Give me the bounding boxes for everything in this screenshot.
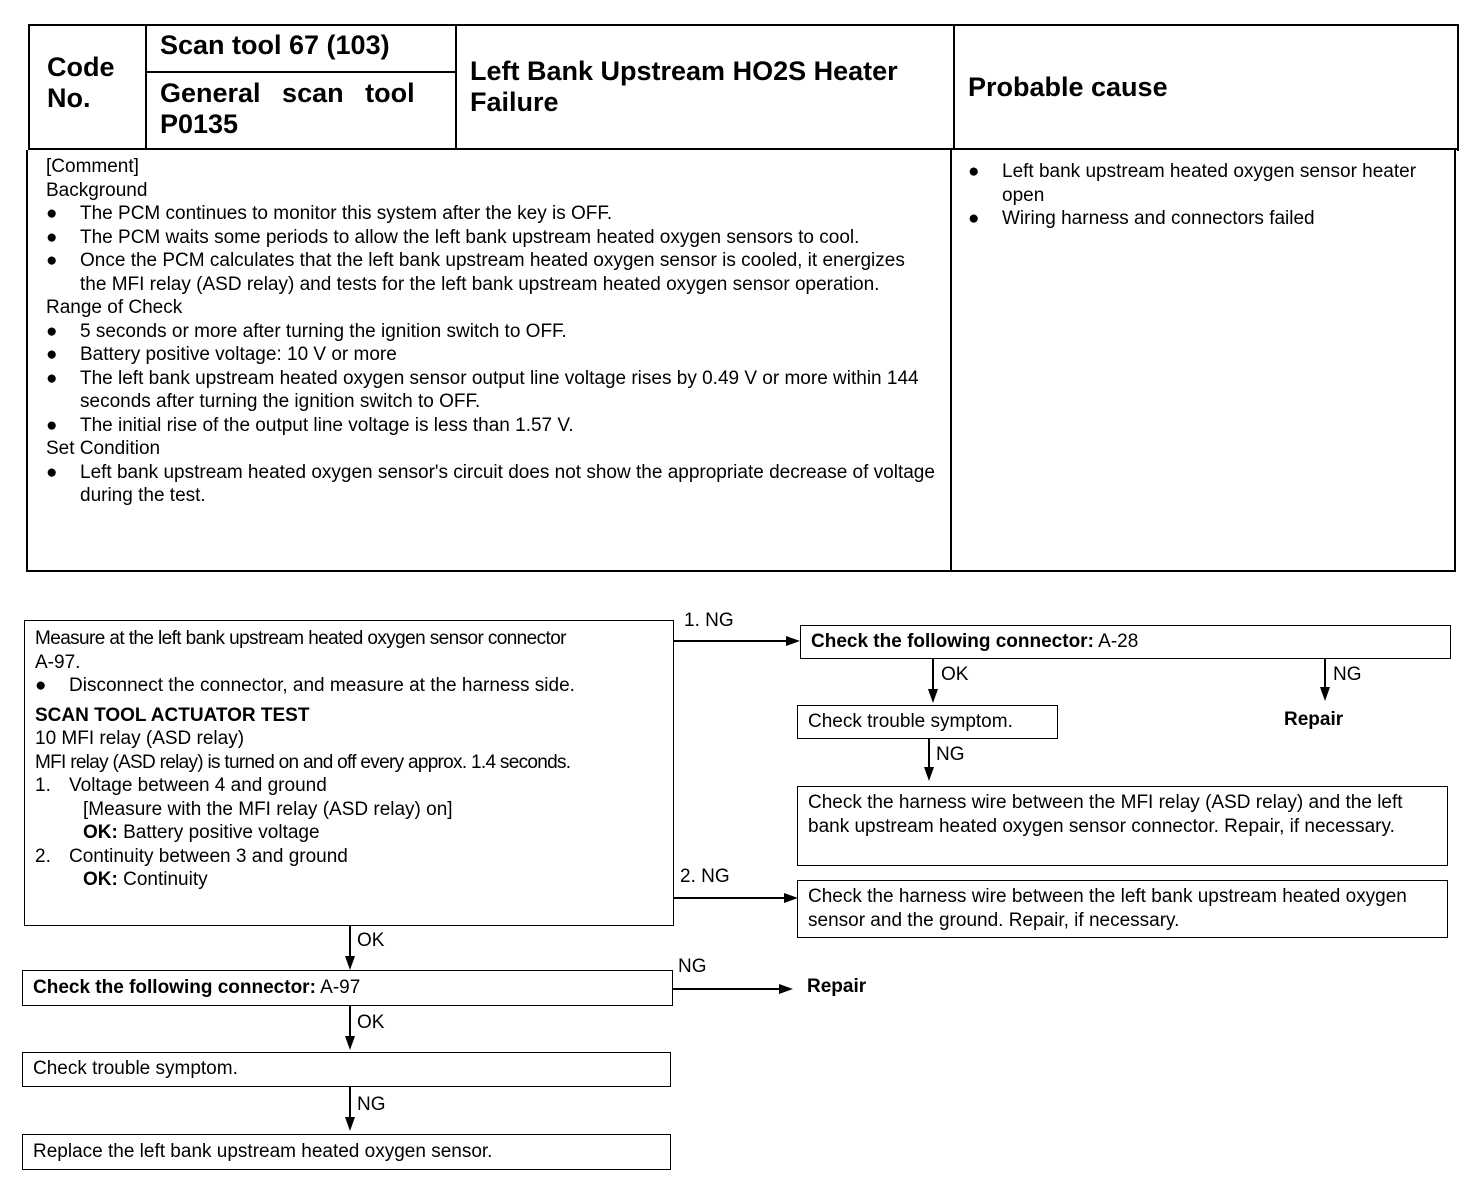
bullet-icon: ● [968, 161, 980, 182]
dtc-title: Left Bank Upstream HO2S Heater Failure [470, 56, 898, 117]
ng1-arrow-line [674, 640, 786, 642]
arrow-down-icon [345, 1036, 355, 1050]
arrow-down-icon [928, 689, 938, 703]
cause-item-1: ● Left bank upstream heated oxygen sensor heater open [968, 161, 1417, 206]
probable-cause-list [968, 160, 1438, 231]
a28-ok-label: OK [941, 664, 969, 685]
measure-box [24, 620, 674, 926]
repair-label-1: Repair [1284, 709, 1344, 730]
probable-cause-heading: Probable cause [968, 72, 1168, 102]
arrow-right-icon [779, 984, 793, 994]
arrow-right-icon [784, 893, 798, 903]
arrow-down-icon [345, 956, 355, 970]
table-border-top [28, 24, 1459, 26]
symptom-ng-label: NG [936, 744, 965, 765]
symptom-ng-line [928, 739, 930, 767]
code-no-label: Code No. [47, 52, 115, 113]
bullet-icon: ● [46, 414, 58, 436]
bullet-icon: ● [46, 367, 58, 389]
check-harness-mfi-box: Check the harness wire between the MFI relay (ASD relay) and the left bank upstream heated oxygen sensor connector. Repair, if necessary. [797, 786, 1448, 866]
col-divider-3 [953, 24, 955, 150]
arrow-right-icon [786, 636, 800, 646]
bullet-icon: ● [968, 208, 980, 229]
step-1-note: [Measure with the MFI relay (ASD relay) on] [83, 798, 453, 820]
check-connector-a28-box: Check the following connector: A-28 [800, 625, 1451, 659]
symptom-left-ng-line [349, 1087, 351, 1119]
check-harness-ground-box: Check the harness wire between the left bank upstream heated oxygen sensor and the ground. Repair, if necessary. [797, 880, 1448, 938]
background-item-3: ● Once the PCM calculates that the left bank upstream heated oxygen sensor is cooled, it energizes the MFI relay (ASD relay) and tests for the left bank upstream heated oxygen sensor operation. [46, 250, 905, 295]
background-item-1: ● The PCM continues to monitor this system after the key is OFF. [46, 203, 613, 224]
step-1: 1. Voltage between 4 and ground [35, 775, 327, 796]
col-divider-1 [145, 24, 147, 150]
cause-item-2: ● Wiring harness and connectors failed [968, 208, 1315, 229]
measure-line-1: Measure at the left bank upstream heated oxygen sensor connector [35, 628, 566, 649]
bullet-icon: ● [46, 226, 58, 248]
actuator-test-heading: SCAN TOOL ACTUATOR TEST [35, 704, 310, 726]
measure-ok-label: OK [357, 930, 385, 951]
symptom-left-ng-label: NG [357, 1094, 386, 1115]
arrow-down-icon [924, 767, 934, 781]
replace-sensor-box: Replace the left bank upstream heated oxygen sensor. [22, 1134, 671, 1170]
a28-ng-label: NG [1333, 664, 1362, 685]
bullet-icon: ● [46, 461, 58, 483]
body-col-divider [950, 150, 952, 572]
ng2-arrow-line [674, 897, 784, 899]
range-heading: Range of Check [46, 297, 183, 318]
actuator-desc: MFI relay (ASD relay) is turned on and off every approx. 1.4 seconds. [35, 751, 571, 773]
table-border-left-header [28, 24, 30, 150]
step-2-ok: OK: Continuity [83, 869, 208, 890]
measure-bullet: ● Disconnect the connector, and measure at the harness side. [35, 675, 575, 696]
arrow-down-icon [345, 1117, 355, 1131]
table-header-divider [28, 148, 1459, 150]
bullet-icon: ● [46, 250, 58, 271]
comment-section [46, 155, 936, 508]
ng1-label: 1. NG [684, 610, 734, 631]
bullet-icon: ● [46, 344, 58, 365]
bullet-icon: ● [46, 203, 58, 224]
range-item-3: ● The left bank upstream heated oxygen sensor output line voltage rises by 0.49 V or more within 144 seconds after turning the ignition switch to OFF. [46, 367, 919, 412]
ng2-label: 2. NG [680, 866, 730, 887]
bullet-icon: ● [46, 320, 58, 342]
a97-ng-label: NG [678, 956, 707, 977]
set-condition-heading: Set Condition [46, 438, 161, 459]
repair-label-2: Repair [807, 976, 867, 997]
actuator-item: 10 MFI relay (ASD relay) [35, 728, 245, 749]
scan-tool-code: Scan tool 67 (103) [160, 30, 390, 60]
table-border-right-body [1454, 150, 1456, 572]
col-divider-2 [455, 24, 457, 150]
measure-line-2: A-97. [35, 651, 81, 673]
range-item-2: ● Battery positive voltage: 10 V or more [46, 344, 397, 365]
table-border-left-body [26, 150, 28, 572]
a28-ok-line [932, 659, 934, 689]
table-border-bottom [26, 570, 1456, 572]
table-border-right-header [1457, 24, 1459, 151]
background-item-2: ● The PCM waits some periods to allow the left bank upstream heated oxygen sensors to cool. [46, 226, 860, 248]
set-condition-item-1: ● Left bank upstream heated oxygen sensor's circuit does not show the appropriate decrease of voltage during the test. [46, 461, 935, 506]
general-scan-tool-code: General scan tool P0135 [160, 78, 415, 139]
step-1-ok: OK: Battery positive voltage [83, 822, 320, 843]
a97-ok-label: OK [357, 1012, 385, 1033]
range-item-1: ● 5 seconds or more after turning the ignition switch to OFF. [46, 320, 567, 342]
background-heading: Background [46, 179, 148, 201]
arrow-down-icon [1320, 687, 1330, 701]
scan-tool-divider [145, 71, 457, 73]
measure-ok-line [349, 926, 351, 958]
check-trouble-symptom-box-right: Check trouble symptom. [797, 705, 1058, 739]
bullet-icon: ● [35, 675, 47, 696]
step-2: 2. Continuity between 3 and ground [35, 845, 348, 867]
a28-ng-line [1324, 659, 1326, 687]
a97-ok-line [349, 1006, 351, 1038]
comment-tag: [Comment] [46, 156, 139, 177]
check-trouble-symptom-box-left: Check trouble symptom. [22, 1052, 671, 1087]
a97-ng-line [673, 988, 779, 990]
check-connector-a97-box: Check the following connector: A-97 [22, 970, 673, 1006]
range-item-4: ● The initial rise of the output line voltage is less than 1.57 V. [46, 414, 574, 436]
